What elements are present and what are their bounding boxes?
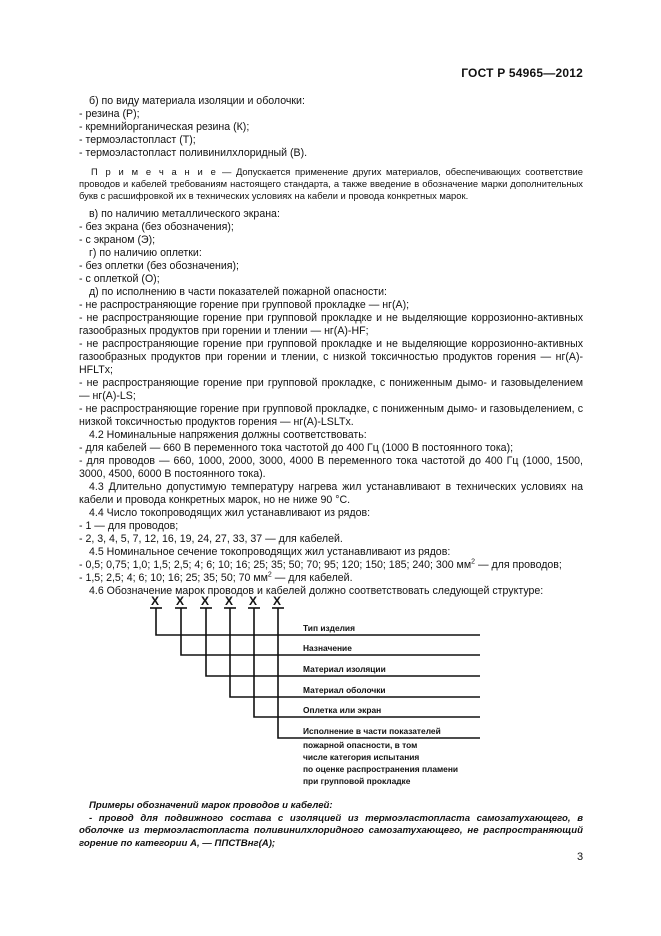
section-d-title: д) по исполнению в части показателей пожарной опасности: xyxy=(89,286,387,298)
label-sheath-material: Материал оболочки xyxy=(303,685,386,695)
list-item: - термоэластопласт (Т); xyxy=(79,134,196,146)
document-number: ГОСТ Р 54965—2012 xyxy=(461,66,583,80)
clause-4-2-title: 4.2 Номинальные напряжения должны соответствовать: xyxy=(89,429,367,441)
position-6: Х xyxy=(273,594,282,608)
position-4: Х xyxy=(225,594,234,608)
list-item: - для кабелей — 660 В переменного тока частотой до 400 Гц (1000 В постоянного тока); xyxy=(79,442,514,454)
label-insulation-material: Материал изоляции xyxy=(303,664,386,674)
label-product-type: Тип изделия xyxy=(303,623,355,633)
page-number: 3 xyxy=(577,851,584,863)
superscript: 2 xyxy=(471,558,476,566)
list-item-text: — для кабелей. xyxy=(271,572,353,584)
label-fire-performance-cont: пожарной опасности, в том xyxy=(303,740,418,750)
label-fire-performance-cont: числе категория испытания xyxy=(303,752,420,762)
position-5: Х xyxy=(249,594,258,608)
clause-4-3: 4.3 Длительно допустимую температуру нагрева жил устанавливают в технических условиях на кабели и провода конкретных марок, но не ниже 90 °С. xyxy=(79,481,583,506)
clause-4-4-title: 4.4 Число токопроводящих жил устанавливают из рядов: xyxy=(89,507,371,519)
label-fire-performance-cont: при групповой прокладке xyxy=(303,776,411,786)
section-v-title: в) по наличию металлического экрана: xyxy=(89,208,280,220)
list-item-text: — для проводов; xyxy=(475,559,562,571)
list-item: - не распространяющие горение при групповой прокладке — нг(А); xyxy=(79,299,410,311)
position-3: Х xyxy=(201,594,210,608)
list-item: - 2, 3, 4, 5, 7, 12, 16, 19, 24, 27, 33, 37 — для кабелей. xyxy=(79,533,343,545)
label-braid-or-screen: Оплетка или экран xyxy=(303,705,382,715)
list-item: - резина (Р); xyxy=(79,108,140,120)
label-fire-performance: Исполнение в части показателей xyxy=(303,726,441,736)
examples-block xyxy=(79,800,583,850)
note-label: П р и м е ч а н и е xyxy=(91,166,218,177)
position-1: Х xyxy=(151,594,160,608)
list-item: - не распространяющие горение при групповой прокладке, с пониженным дымо- и газовыделением, с низкой токсичностью продуктов горения — нг(А)-LSLTx. xyxy=(79,403,583,428)
list-item: - без экрана (без обозначения); xyxy=(79,221,234,233)
position-2: Х xyxy=(176,594,185,608)
list-item: - не распространяющие горение при групповой прокладке и не выделяющие коррозионно-активных газообразных продуктов при горении и тлении — нг(А)-HF; xyxy=(79,312,583,337)
example-item: - провод для подвижного состава с изоляцией из термоэластопласта самозатухающего, в оболочке из термоэластопласта поливинилхлоридного самозатухающего, не распространяющий горение по категории А, — ППСТВнг(А); xyxy=(79,812,583,849)
examples-title: Примеры обозначений марок проводов и кабелей: xyxy=(89,800,333,811)
list-item-text: - 1,5; 2,5; 4; 6; 10; 16; 25; 35; 50; 70 мм xyxy=(79,572,268,584)
superscript: 2 xyxy=(267,571,272,579)
list-item: - без оплетки (без обозначения); xyxy=(79,260,239,272)
label-purpose: Назначение xyxy=(303,643,352,653)
section-g-title: г) по наличию оплетки: xyxy=(89,247,202,259)
list-item-text: - 0,5; 0,75; 1,0; 1,5; 2,5; 4; 6; 10; 16; 25; 35; 50; 70; 95; 120; 150; 185; 240; 300 мм xyxy=(79,559,472,571)
note-text: — Допускается применение других материалов, обеспечивающих соответствие проводов и кабелей требованиям настоящего стандарта, а также введение в обозначение марки дополнительных букв с расшифровкой их в технических условиях на кабели и провода конкретных марок. xyxy=(79,166,583,201)
clause-4-6-title: 4.6 Обозначение марок проводов и кабелей должно соответствовать следующей структуре: xyxy=(89,585,544,597)
list-item: - не распространяющие горение при групповой прокладке, с пониженным дымо- и газовыделением — нг(А)-LS; xyxy=(79,377,583,402)
list-item: - для проводов — 660, 1000, 2000, 3000, 4000 В переменного тока частотой до 400 Гц (1000, 1500, 3000, 4500, 6000 В постоянного тока). xyxy=(79,455,583,480)
list-item: - не распространяющие горение при групповой прокладке и не выделяющие коррозионно-активных газообразных продуктов при горении и тлении, с низкой токсичностью продуктов горения — нг(А)-HFLTx; xyxy=(79,338,583,376)
list-item: - кремнийорганическая резина (К); xyxy=(79,121,250,133)
label-fire-performance-cont: по оценке распространения пламени xyxy=(303,764,459,774)
list-item: - с оплеткой (О); xyxy=(79,273,160,285)
section-b-title: б) по виду материала изоляции и оболочки: xyxy=(89,95,305,107)
clause-4-5-title: 4.5 Номинальное сечение токопроводящих жил устанавливают из рядов: xyxy=(89,546,451,558)
list-item: - 1 — для проводов; xyxy=(79,520,179,532)
list-item: - с экраном (Э); xyxy=(79,234,156,246)
list-item: - термоэластопласт поливинилхлоридный (В). xyxy=(79,147,308,159)
